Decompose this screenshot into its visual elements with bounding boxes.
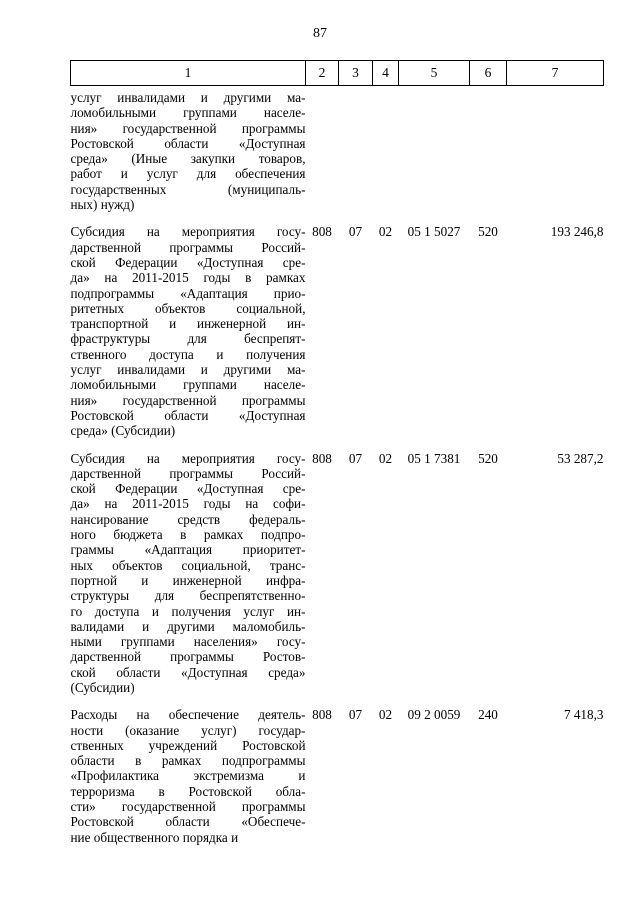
subsection-code-cell (373, 86, 399, 223)
description-line: ритетных объектов социальной, (70, 300, 306, 316)
description-line: терроризма в Ростовской обла- (70, 783, 306, 799)
description-line: ственного доступа и получения (70, 346, 306, 362)
amount-cell: 53 287,2 (557, 450, 604, 466)
amount-cell: 7 418,3 (563, 707, 604, 723)
description-line: области в рамках подпрограммы (70, 753, 306, 769)
description-line: да» на 2011-2015 годы в рамках (70, 270, 306, 286)
ministry-code-cell: 808 (312, 450, 332, 466)
column-header-7: 7 (507, 61, 604, 86)
table-header-row (71, 61, 604, 86)
target-article-cell: 05 1 7381 (407, 450, 461, 466)
description-line: го доступа и получения услуг ин- (70, 603, 306, 619)
description-line: валидами и другими маломобиль- (70, 618, 306, 634)
row-description (71, 86, 306, 223)
expense-type-cell (470, 86, 507, 223)
row-description (71, 222, 306, 448)
description-line: ности (оказание услуг) государ- (70, 722, 306, 738)
description-line: портной и инженерной инфра- (70, 572, 306, 588)
description-line: Ростовской области «Доступная (70, 407, 306, 423)
ministry-code-cell: 808 (312, 224, 332, 240)
expense-type-cell: 520 (478, 450, 498, 466)
column-header-6: 6 (470, 61, 507, 86)
description-line: дарственной программы Россий- (70, 239, 306, 255)
description-line: (Субсидии) (70, 679, 135, 695)
description-line: ных) нужд) (70, 197, 135, 213)
description-line: подпрограммы «Адаптация прио- (70, 285, 306, 301)
expense-type-cell: 520 (478, 224, 498, 240)
description-line: Субсидия на мероприятия госу- (70, 450, 306, 466)
description-line: ской области «Доступная среда» (70, 664, 306, 680)
description-line: государственных (муниципаль- (70, 181, 306, 197)
description-line: дарственной программы Россий- (70, 465, 306, 481)
description-line: среда» (Иные закупки товаров, (70, 151, 306, 167)
section-code-cell (339, 86, 373, 223)
budget-table (70, 60, 604, 855)
description-line: ской Федерации «Доступная сре- (70, 254, 306, 270)
section-code-cell: 07 (348, 224, 363, 240)
target-article-cell (399, 86, 470, 223)
description-line: ных объектов социальной, транс- (70, 557, 306, 573)
description-line: работ и услуг для обеспечения (70, 166, 306, 182)
description-line: услуг инвалидами и другими ма- (70, 362, 306, 378)
table-row (71, 222, 604, 448)
page-number: 87 (313, 26, 327, 41)
description-line: ния» государственной программы (70, 392, 306, 408)
description-line: граммы «Адаптация приоритет- (70, 542, 306, 558)
description-line: структуры для беспрепятственно- (70, 588, 306, 604)
section-code-cell: 07 (348, 707, 363, 723)
section-code-cell: 07 (348, 450, 363, 466)
description-line: Ростовской области «Обеспече- (70, 814, 306, 830)
ministry-code-cell: 808 (312, 707, 332, 723)
description-line: сти» государственной программы (70, 799, 306, 815)
row-description (71, 705, 306, 855)
description-line: нансирование средств федераль- (70, 511, 306, 527)
description-line: Расходы на обеспечение деятель- (70, 707, 306, 723)
column-header-1: 1 (71, 61, 306, 86)
column-header-2: 2 (306, 61, 339, 86)
amount-cell (507, 86, 604, 223)
subsection-code-cell: 02 (378, 707, 393, 723)
description-line: ние общественного порядка и (70, 829, 239, 845)
column-header-4: 4 (373, 61, 399, 86)
column-header-5: 5 (399, 61, 470, 86)
description-line: Ростовской области «Доступная (70, 135, 306, 151)
target-article-cell: 09 2 0059 (407, 707, 461, 723)
amount-cell: 193 246,8 (550, 224, 604, 240)
description-line: дарственной программы Ростов- (70, 649, 306, 665)
description-line: ской Федерации «Доступная сре- (70, 481, 306, 497)
description-line: услуг инвалидами и другими ма- (70, 90, 306, 105)
description-line: да» на 2011-2015 годы на софи- (70, 496, 306, 512)
subsection-code-cell: 02 (378, 224, 393, 240)
description-line: Субсидия на мероприятия госу- (70, 224, 306, 240)
description-line: ломобильными группами населе- (70, 105, 306, 121)
description-line: фраструктуры для беспрепят- (70, 331, 306, 347)
table-row (71, 705, 604, 855)
ministry-code-cell (306, 86, 339, 223)
table-row (71, 449, 604, 706)
table-row (71, 86, 604, 223)
row-description (71, 449, 306, 706)
description-line: ного бюджета в рамках подпро- (70, 527, 306, 543)
target-article-cell: 05 1 5027 (407, 224, 461, 240)
subsection-code-cell: 02 (378, 450, 393, 466)
description-line: ными группами населения» госу- (70, 634, 306, 650)
description-line: транспортной и инженерной ин- (70, 316, 306, 332)
description-line: ломобильными группами населе- (70, 377, 306, 393)
description-line: среда» (Субсидии) (70, 423, 176, 439)
expense-type-cell: 240 (478, 707, 498, 723)
description-line: «Профилактика экстремизма и (70, 768, 306, 784)
column-header-3: 3 (339, 61, 373, 86)
description-line: ния» государственной программы (70, 120, 306, 136)
description-line: ственных учреждений Ростовской (70, 737, 306, 753)
